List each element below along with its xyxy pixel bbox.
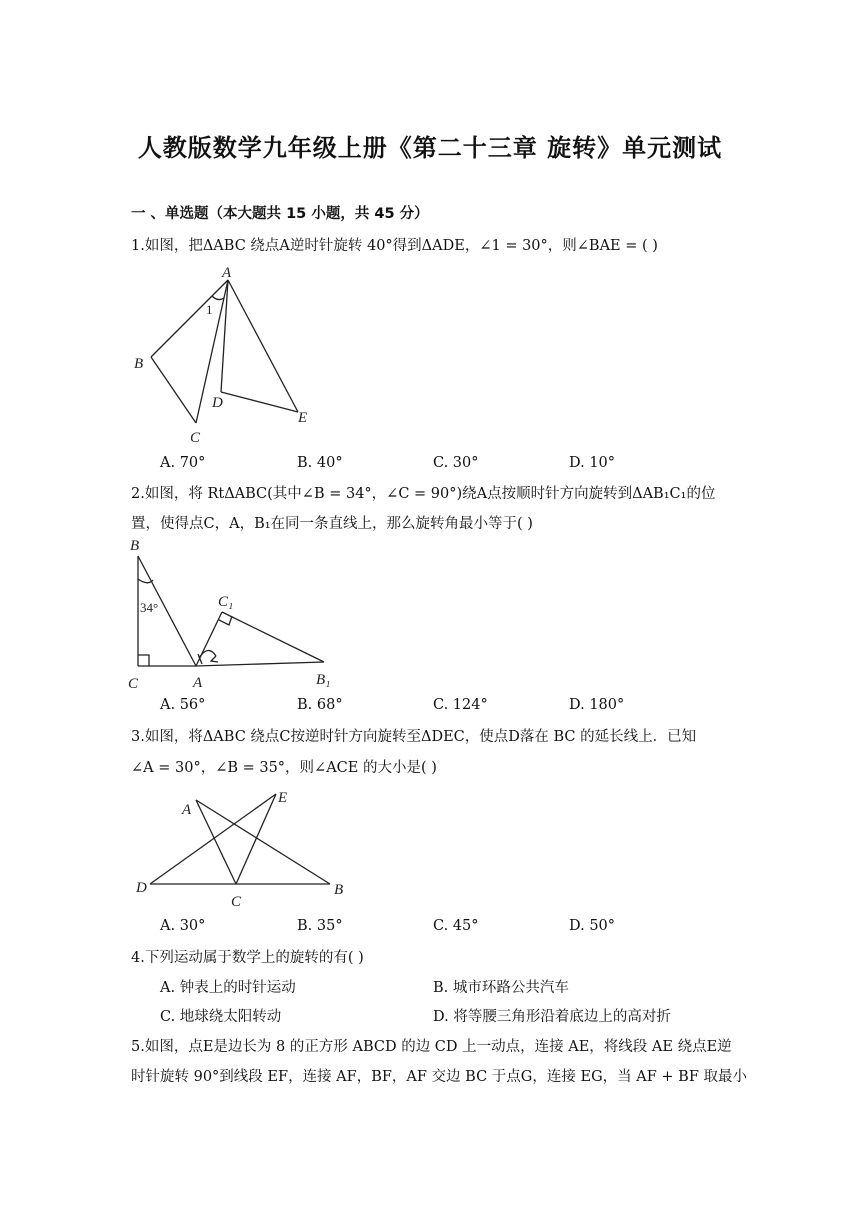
q3-option-c: C. 45° — [433, 918, 479, 934]
q3-label-d: D — [136, 880, 147, 896]
q3-label-e: E — [278, 790, 288, 806]
q1-option-b: B. 40° — [297, 455, 343, 471]
q2-label-c: C — [128, 676, 139, 692]
q2-angle-label: 34° — [140, 600, 159, 615]
question-4-text: 4.下列运动属于数学上的旋转的有( ) — [131, 950, 364, 966]
q2-label-a: A — [193, 675, 203, 691]
q1-label-e: E — [298, 410, 308, 426]
q2-option-a: A. 56° — [160, 697, 206, 713]
q3-label-a: A — [182, 802, 192, 818]
q2-label-b1: B₁ — [316, 672, 331, 688]
q4-option-d: D. 将等腰三角形沿着底边上的高对折 — [433, 1009, 671, 1025]
q3-option-d: D. 50° — [569, 918, 616, 934]
q1-label-d: D — [212, 395, 223, 411]
q1-option-c: C. 30° — [433, 455, 479, 471]
q3-label-b: B — [334, 882, 344, 898]
q4-option-b: B. 城市环路公共汽车 — [433, 980, 569, 996]
q4-option-a: A. 钟表上的时针运动 — [160, 980, 296, 996]
question-1-figure — [128, 258, 328, 448]
q1-option-a: A. 70° — [160, 455, 206, 471]
question-3-figure — [128, 784, 358, 910]
question-3-text-line2: ∠A = 30°，∠B = 35°，则∠ACE 的大小是( ) — [131, 760, 437, 776]
question-2-text-line1: 2.如图，将 RtΔABC(其中∠B = 34°，∠C = 90°)绕A点按顺时针方向旋转到ΔAB₁C₁的位 — [131, 486, 716, 502]
q3-option-a: A. 30° — [160, 918, 206, 934]
question-2-figure — [126, 534, 346, 694]
question-5-text-line2: 时针旋转 90°到线段 EF，连接 AF，BF，AF 交边 BC 于点G，连接 EG，当 AF + BF 取最小 — [131, 1069, 747, 1085]
q1-label-b: B — [134, 356, 144, 372]
q1-option-d: D. 10° — [569, 455, 616, 471]
section-heading: 一 、单选题（本大题共 15 小题，共 45 分） — [131, 206, 429, 222]
q1-label-a: A — [222, 265, 232, 281]
question-3-text-line1: 3.如图，将ΔABC 绕点C按逆时针方向旋转至ΔDEC，使点D落在 BC 的延长线上．已知 — [131, 729, 697, 745]
q2-option-d: D. 180° — [569, 697, 625, 713]
q2-option-b: B. 68° — [297, 697, 343, 713]
q3-option-b: B. 35° — [297, 918, 343, 934]
q1-angle-label: 1 — [206, 302, 213, 317]
q4-option-c: C. 地球绕太阳转动 — [160, 1009, 282, 1025]
q2-label-b: B — [130, 538, 140, 554]
q1-label-c: C — [190, 430, 201, 446]
question-1-text: 1.如图，把ΔABC 绕点A逆时针旋转 40°得到ΔADE，∠1 = 30°，则∠BAE = ( ) — [131, 238, 658, 254]
q2-option-c: C. 124° — [433, 697, 488, 713]
question-5-text-line1: 5.如图，点E是边长为 8 的正方形 ABCD 的边 CD 上一动点，连接 AE，将线段 AE 绕点E逆 — [131, 1039, 732, 1055]
page-title: 人教版数学九年级上册《第二十三章 旋转》单元测试 — [137, 134, 723, 162]
q2-label-c1: C₁ — [218, 594, 234, 610]
q3-label-c: C — [231, 894, 242, 910]
question-2-text-line2: 置，使得点C，A，B₁在同一条直线上，那么旋转角最小等于( ) — [131, 516, 533, 532]
